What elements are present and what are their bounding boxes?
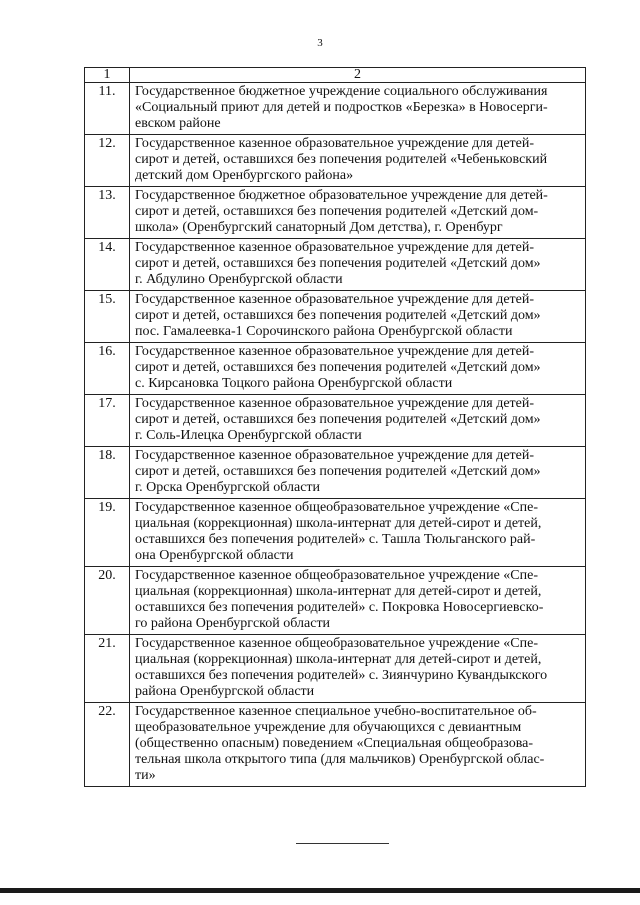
table-row — [85, 499, 586, 567]
institution-name-line: тельная школа открытого типа (для мальчиков) Оренбургской облас- — [135, 752, 545, 767]
institution-name-line: Государственное казенное образовательное учреждение для детей- — [135, 292, 535, 307]
institution-name-line: детский дом Оренбургского района» — [135, 168, 354, 183]
row-number: 18. — [85, 447, 130, 499]
bottom-scan-bar — [0, 888, 640, 893]
row-number: 11. — [85, 83, 130, 135]
table-row — [85, 567, 586, 635]
institution-name — [130, 635, 586, 703]
institution-name-line: Государственное бюджетное учреждение социального обслуживания — [135, 84, 548, 99]
institution-name-line: циальная (коррекционная) школа-интернат для детей-сирот и детей, — [135, 584, 542, 599]
institution-name-line: района Оренбургской области — [135, 684, 315, 699]
institution-name — [130, 291, 586, 343]
table-header-row — [85, 68, 586, 83]
institution-name-line: сирот и детей, оставшихся без попечения родителей «Детский дом» — [135, 412, 541, 427]
institution-name-line: Государственное казенное образовательное учреждение для детей- — [135, 448, 535, 463]
row-number: 13. — [85, 187, 130, 239]
institution-name-line: щеобразовательное учреждение для обучающихся с девиантным — [135, 720, 522, 735]
institution-name-line: евском районе — [135, 116, 221, 131]
institution-name — [130, 83, 586, 135]
institution-name-line: (общественно опасным) поведением «Специальная общеобразова- — [135, 736, 534, 751]
row-number: 21. — [85, 635, 130, 703]
institution-name-line: оставшихся без попечения родителей» с. Ташла Тюльганского рай- — [135, 532, 536, 547]
row-number: 17. — [85, 395, 130, 447]
table-row — [85, 135, 586, 187]
row-number: 15. — [85, 291, 130, 343]
institution-name-line: Государственное казенное общеобразовательное учреждение «Спе- — [135, 568, 538, 583]
institution-name-line: сирот и детей, оставшихся без попечения родителей «Детский дом» — [135, 308, 541, 323]
table-row — [85, 635, 586, 703]
institution-name — [130, 187, 586, 239]
institutions-table — [84, 67, 586, 787]
institution-name-line: Государственное казенное образовательное учреждение для детей- — [135, 344, 535, 359]
institution-name-line: Государственное казенное образовательное учреждение для детей- — [135, 136, 535, 151]
institution-name — [130, 343, 586, 395]
institution-name — [130, 395, 586, 447]
institution-name — [130, 447, 586, 499]
institution-name-line: Государственное казенное образовательное учреждение для детей- — [135, 396, 535, 411]
header-column-number: 1 — [85, 68, 130, 83]
institution-name-line: сирот и детей, оставшихся без попечения родителей «Детский дом» — [135, 464, 541, 479]
institution-name — [130, 567, 586, 635]
table-row — [85, 343, 586, 395]
table-row — [85, 395, 586, 447]
institution-name — [130, 499, 586, 567]
institution-name-line: «Социальный приют для детей и подростков «Березка» в Новосерги- — [135, 100, 548, 115]
page-number: 3 — [317, 37, 323, 49]
institution-name-line: Государственное бюджетное образовательное учреждение для детей- — [135, 188, 548, 203]
table-row — [85, 83, 586, 135]
institution-name-line: Государственное казенное специальное учебно-воспитательное об- — [135, 704, 537, 719]
institution-name-line: школа» (Оренбургский санаторный Дом детства), г. Оренбург — [135, 220, 503, 235]
institution-name-line: циальная (коррекционная) школа-интернат для детей-сирот и детей, — [135, 516, 542, 531]
institution-name-line: Государственное казенное общеобразовательное учреждение «Спе- — [135, 636, 538, 651]
institution-name-line: оставшихся без попечения родителей» с. Зиянчурино Кувандыкского — [135, 668, 548, 683]
table-row — [85, 703, 586, 787]
table-row — [85, 239, 586, 291]
institution-name-line: она Оренбургской области — [135, 548, 294, 563]
institution-name-line: сирот и детей, оставшихся без попечения родителей «Детский дом» — [135, 360, 541, 375]
institution-name-line: ти» — [135, 768, 156, 783]
end-divider-line — [296, 843, 389, 844]
table-row — [85, 291, 586, 343]
institution-name-line: сирот и детей, оставшихся без попечения родителей «Чебеньковский — [135, 152, 548, 167]
institution-name-line: Государственное казенное образовательное учреждение для детей- — [135, 240, 535, 255]
row-number: 22. — [85, 703, 130, 787]
institution-name-line: сирот и детей, оставшихся без попечения родителей «Детский дом» — [135, 256, 541, 271]
row-number: 14. — [85, 239, 130, 291]
table-row — [85, 447, 586, 499]
institution-name — [130, 239, 586, 291]
institution-name-line: пос. Гамалеевка-1 Сорочинского района Оренбургской области — [135, 324, 513, 339]
institution-name-line: Государственное казенное общеобразовательное учреждение «Спе- — [135, 500, 538, 515]
row-number: 12. — [85, 135, 130, 187]
row-number: 20. — [85, 567, 130, 635]
institution-name-line: оставшихся без попечения родителей» с. Покровка Новосергиевско- — [135, 600, 544, 615]
institution-name-line: циальная (коррекционная) школа-интернат для детей-сирот и детей, — [135, 652, 542, 667]
institution-name-line: г. Соль-Илецка Оренбургской области — [135, 428, 362, 443]
header-column-name: 2 — [130, 68, 586, 83]
institution-name-line: г. Абдулино Оренбургской области — [135, 272, 343, 287]
table-row — [85, 187, 586, 239]
institution-name — [130, 703, 586, 787]
institution-name-line: г. Орска Оренбургской области — [135, 480, 321, 495]
institution-name-line: сирот и детей, оставшихся без попечения родителей «Детский дом- — [135, 204, 539, 219]
row-number: 19. — [85, 499, 130, 567]
institution-name-line: го района Оренбургской области — [135, 616, 331, 631]
institution-name — [130, 135, 586, 187]
row-number: 16. — [85, 343, 130, 395]
institution-name-line: с. Кирсановка Тоцкого района Оренбургской области — [135, 376, 453, 391]
